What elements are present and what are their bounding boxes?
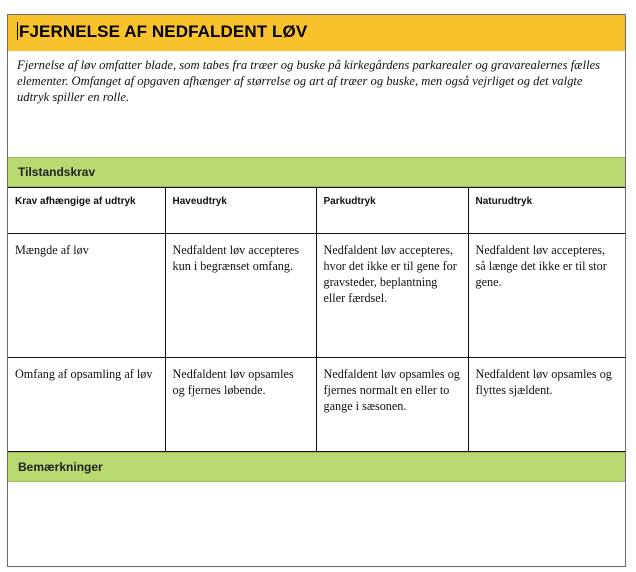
table-cell: Nedfaldent løv accepteres, så længe det ikke er til stor gene. — [468, 234, 625, 358]
column-header: Naturudtryk — [468, 188, 625, 234]
table-row — [8, 358, 625, 452]
page-title: FJERNELSE AF NEDFALDENT LØV — [19, 22, 308, 41]
document-page — [7, 14, 626, 567]
intro-paragraph: Fjernelse af løv omfatter blade, som tabes fra træer og buske på kirkegårdens parkarealer og gravarealernes fælles elementer. Omfanget af opgaven afhænger af størrelse og art af træer og buske, men også vejrliget og det valgte udtryk spiller en rolle. — [17, 58, 601, 104]
title-text-field[interactable] — [17, 22, 307, 42]
title-bar — [8, 15, 625, 51]
table-cell: Nedfaldent løv opsamles og fjernes løbende. — [165, 358, 316, 452]
table-cell: Omfang af opsamling af løv — [8, 358, 165, 452]
table-cell: Nedfaldent løv opsamles og flyttes sjældent. — [468, 358, 625, 452]
section-header-tilstandskrav — [8, 157, 625, 187]
table-row — [8, 234, 625, 358]
column-header: Haveudtryk — [165, 188, 316, 234]
requirements-table — [8, 187, 625, 452]
section-title: Tilstandskrav — [18, 165, 96, 179]
section-header-bemaerkninger — [8, 452, 625, 482]
column-header: Parkudtryk — [316, 188, 468, 234]
remarks-area[interactable] — [8, 482, 625, 566]
section-title: Bemærkninger — [18, 460, 103, 474]
table-cell: Nedfaldent løv accepteres kun i begrænset omfang. — [165, 234, 316, 358]
text-cursor — [17, 22, 18, 40]
table-cell: Mængde af løv — [8, 234, 165, 358]
table-header-row — [8, 188, 625, 234]
column-header: Krav afhængige af udtryk — [8, 188, 165, 234]
table-cell: Nedfaldent løv accepteres, hvor det ikke er til gene for gravsteder, beplantning eller færdsel. — [316, 234, 468, 358]
table-cell: Nedfaldent løv opsamles og fjernes normalt en eller to gange i sæsonen. — [316, 358, 468, 452]
